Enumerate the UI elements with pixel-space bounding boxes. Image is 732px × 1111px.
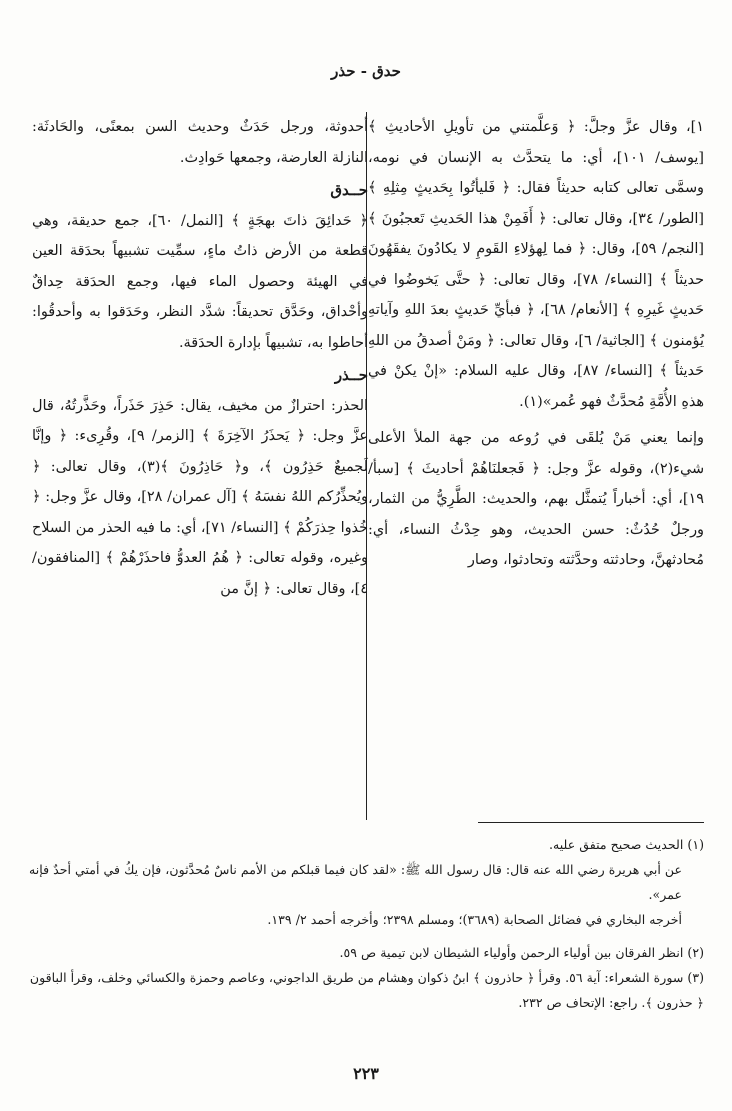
page-number: ٢٢٣ bbox=[353, 1064, 379, 1083]
footnote-1-line-3: أخرجه البخاري في فضائل الصحابة (٣٦٨٩)؛ ومسلم ٢٣٩٨؛ وأخرجه أحمد ٢/ ١٣٩. bbox=[267, 912, 682, 927]
footnotes bbox=[28, 832, 704, 1015]
footnote-2-text: انظر الفرقان بين أولياء الرحمن وأولياء الشيطان لابن تيمية ص ٥٩. bbox=[339, 945, 684, 960]
footnote-rule bbox=[478, 822, 704, 823]
footnote-2 bbox=[28, 940, 704, 965]
left-column bbox=[32, 112, 368, 604]
entry-heading-hadhar: حــذر bbox=[334, 366, 368, 384]
right-paragraph-2: وإنما يعني مَنْ يُلقَى في رُوعه من جهة الملأ الأعلى شيء(٢)، وقوله عزَّ وجل: ﴿ فَجعلنَاهُمْ أحاديثَ ﴾ [سبأ/ ١٩]، أي: أخباراً يُتمثَّل بهم، والحديث: الطَّرِيُّ من الثمار، ورجلٌ حُدُثٌ: حسن الحديث، وهو حِدْثُ النساء، أي: مُحادثهنَّ، وحادثته وحدَّثته وتحادثوا، وصار bbox=[368, 430, 704, 568]
footnote-3-label: (٣) bbox=[687, 970, 704, 985]
footnote-1-line-1: الحديث صحيح متفق عليه. bbox=[549, 837, 684, 852]
footnote-1-line-2: عن أبي هريرة رضي الله عنه قال: قال رسول الله ﷺ: «لقد كان فيما قبلكم من الأمم ناسٌ مُحدَّثون، فإن يكُ في أمتي أحدٌ فإنه عمر». bbox=[28, 862, 682, 902]
footnote-3-text: سورة الشعراء: آية ٥٦. وقرأ ﴿ حاذرون ﴾ ابنُ ذكوان وهشام من طريق الداجوني، وعاصم وحمزة والكسائي وخلف، وقرأ الباقون ﴿ حذرون ﴾. راجع: الإتحاف ص ٢٣٢. bbox=[29, 970, 704, 1010]
footnote-2-label: (٢) bbox=[687, 945, 704, 960]
footnote-1-label: (١) bbox=[687, 837, 704, 852]
running-head: حدق - حذر bbox=[331, 62, 401, 80]
right-column bbox=[368, 112, 704, 576]
footnote-3 bbox=[28, 965, 704, 1015]
left-intro-paragraph: أحدوثة، ورجل حَدَثٌ وحديث السن بمعنًى، والحَادثَة: النازلة العارضة، وجمعها حَوادِث. bbox=[32, 119, 368, 166]
footnote-1 bbox=[28, 832, 704, 857]
entry-body-hadhar: الحذر: احترازٌ من مخيف، يقال: حَذِرَ حَذَراً، وحَذَّرتُهُ، قال عزَّ وجل: ﴿ يَحذَرُ الآخِرَةَ ﴾ [الزمر/ ٩]، وقُرِىء: ﴿ وإنَّا لَجميعٌ حَذِرُون ﴾، و﴿ حَاذِرُونَ ﴾(٣)، وقال تعالى: ﴿ ويُحذِّرُكم اللهُ نفسَهُ ﴾ [آل عمران/ ٢٨]، وقال عزَّ وجل: ﴿ خُذوا حِذرَكُمْ ﴾ [النساء/ ٧١]، أي: ما فيه الحذر من السلاح وغيره، وقوله تعالى: ﴿ هُمُ العدوُّ فاحذَرْهُمْ ﴾ [المنافقون/٤]، وقال تعالى: ﴿ إنَّ من bbox=[32, 397, 368, 597]
entry-heading-hadaq: حــدق bbox=[330, 181, 368, 199]
right-paragraph-1: ١]، وقال عزَّ وجلَّ: ﴿ وَعلَّمتني من تأويلِ الأحاديثِ ﴾ [يوسف/ ١٠١]، أي: ما يتحدَّث به الإنسان في نومه، وسمَّى تعالى كتابه حديثاً فقال: ﴿ فَليأتُوا بِحَديثٍ مِثلِهِ ﴾ [الطور/ ٣٤]، وقال تعالى: ﴿ أَفَمِنْ هذا الحَديثِ تَعجبُونَ ﴾ [النجم/ ٥٩]، وقال: ﴿ فما لِهؤلاءِ القَومِ لا يكادُونَ يفقَهُونَ حديثاً ﴾ [النساء/ ٧٨]، وقال تعالى: ﴿ حتَّى يَخوضُوا في حَديثٍ غَيرِهِ ﴾ [الأنعام/ ٦٨]، ﴿ فبأيِّ حَديثٍ بعدَ اللهِ وآياتهِ يُؤمنون ﴾ [الجاثية/ ٦]، وقال تعالى: ﴿ ومَنْ أصدقُ من اللهِ حَديثاً ﴾ [النساء/ ٨٧]، وقال عليه السلام: «إنْ يكنْ في هذهِ الأُمَّةِ مُحدَّثٌ فهو عُمر»(١). bbox=[368, 119, 705, 410]
entry-body-hadaq: ﴿ حَدائِقَ ذاتَ بهجَةٍ ﴾ [النمل/ ٦٠]، جمع حديقة، وهي قطعة من الأرض ذاتُ ماءٍ، سمِّيت تشبيهاً بحدَقة العين في الهيئة وحصول الماء فيها، وجمع الحدَقة حِداقٌ وأحْداق، وحَدَّق تحديقاً: شدَّد النظر، وحَدَقوا به وأحدقُوا: أحاطوا به، تشبيهاً بإدارة الحدَقة. bbox=[32, 212, 368, 351]
